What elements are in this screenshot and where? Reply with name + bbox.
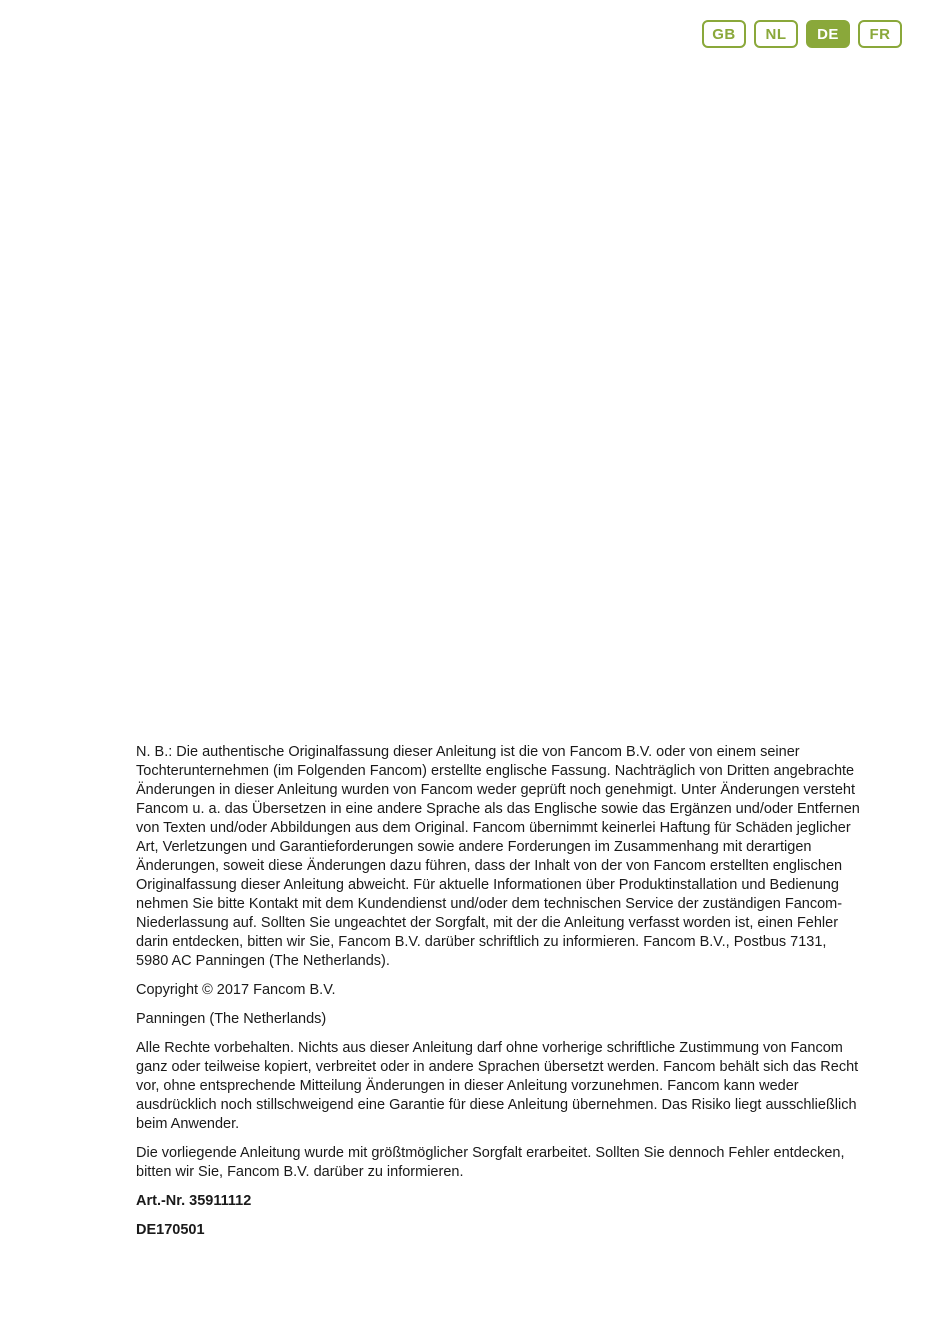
lang-button-nl[interactable]: NL (754, 20, 798, 48)
article-number: Art.-Nr. 35911112 (136, 1193, 252, 1209)
language-switcher (702, 20, 902, 48)
lang-button-de[interactable]: DE (806, 20, 850, 48)
lang-button-fr[interactable]: FR (858, 20, 902, 48)
location-line: Panningen (The Netherlands) (136, 1011, 327, 1027)
care-note-paragraph: Die vorliegende Anleitung wurde mit größtmöglicher Sorgfalt erarbeitet. Sollten Sie dennoch Fehler entdecken, bitten wir Sie, Fancom B.V. darüber zu informieren. (136, 1145, 845, 1180)
rights-paragraph: Alle Rechte vorbehalten. Nichts aus dieser Anleitung darf ohne vorherige schriftliche Zustimmung von Fancom ganz oder teilweise kopiert, verbreitet oder in andere Sprachen übersetzt werden. Fancom behält sich das Recht vor, ohne entsprechende Mitteilung Änderungen in dieser Anleitung vorzunehmen. Fancom kann weder ausdrücklich noch stillschweigend eine Garantie für diese Anleitung übernehmen. Das Risiko liegt ausschließlich beim Anwender. (136, 1040, 859, 1132)
disclaimer-paragraph: N. B.: Die authentische Originalfassung dieser Anleitung ist die von Fancom B.V. oder von einem seiner Tochterunternehmen (im Folgenden Fancom) erstellte englische Fassung. Nachträglich von Dritten angebrachte Änderungen in dieser Anleitung wurden von Fancom weder geprüft noch genehmigt. Unter Änderungen versteht Fancom u. a. das Übersetzen in eine andere Sprache als das Englische sowie das Ergänzen und/oder Entfernen von Texten und/oder Abbildungen aus dem Original. Fancom übernimmt keinerlei Haftung für Schäden jeglicher Art, Verletzungen und Garantieforderungen sowie andere Forderungen im Zusammenhang mit derartigen Änderungen, soweit diese Änderungen dazu führen, dass der Inhalt von der von Fancom erstellten englischen Originalfassung dieser Anleitung abweicht. Für aktuelle Informationen über Produktinstallation und Bedienung nehmen Sie bitte Kontakt mit dem Kundendienst und/oder dem technischen Service der zuständigen Fancom-Niederlassung auf. Sollten Sie ungeachtet der Sorgfalt, mit der die Anleitung verfasst worden ist, einen Fehler darin entdecken, bitten wir Sie, Fancom B.V. darüber schriftlich zu informieren. Fancom B.V., Postbus 7131, 5980 AC Panningen (The Netherlands). (136, 744, 860, 969)
copyright-line: Copyright © 2017 Fancom B.V. (136, 982, 336, 998)
document-code: DE170501 (136, 1222, 205, 1238)
document-body (136, 743, 860, 1250)
lang-button-gb[interactable]: GB (702, 20, 746, 48)
